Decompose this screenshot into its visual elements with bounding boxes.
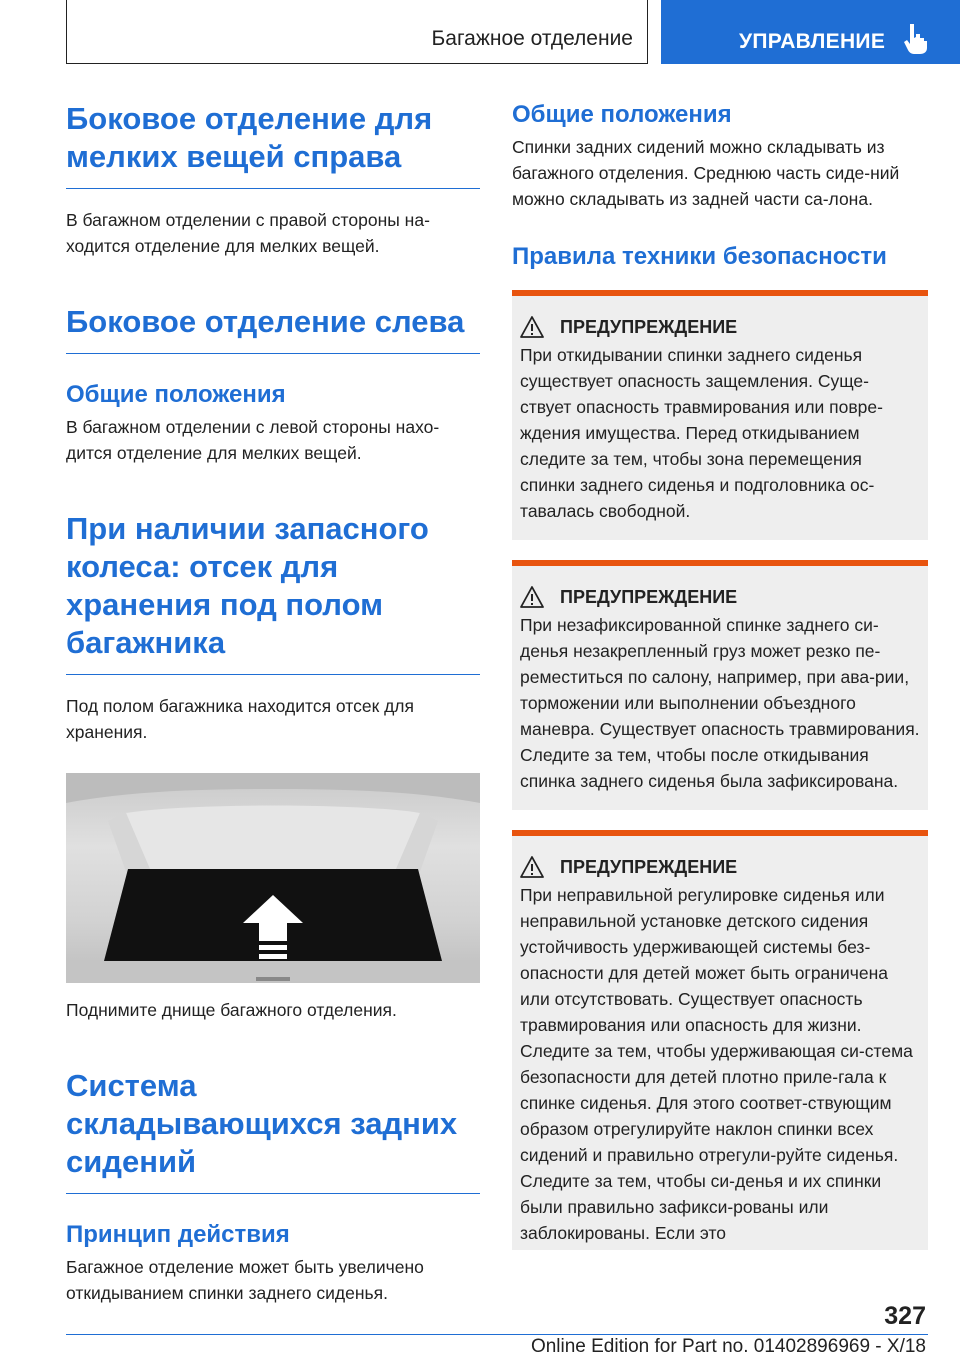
body-text: Под полом багажника находится отсек для хранения. bbox=[66, 696, 414, 742]
warning-text: При неправильной регулировке сиденья или неправильной установке детского сидения устойчивость удерживающей системы без-опасности для детей может быть ограничена или отсутствовать. Существует опасность травмирования или опасность для жизни. Следите за тем, чтобы удерживающая си-стема безопасности для детей плотно приле-гала к спинке сиденья. Для этого соответ-ствующим образом отрегулируйте наклон спинки всех сидений и правильно отрегули-руйте сиденья. Следите за тем, чтобы си-денья и их спинки были правильно зафикси-рованы или заблокированы. Если это bbox=[520, 885, 913, 1243]
warning-triangle-icon bbox=[520, 586, 544, 608]
warning-text: При откидывании спинки заднего сиденья существует опасность защемления. Суще-ствует опасность травмирования или повре-ждения имущества. Перед откидыванием следите за тем, чтобы зона перемещения спинки заднего сиденья и подголовника ос-тавалась свободной. bbox=[520, 345, 883, 521]
warning-header bbox=[520, 586, 920, 608]
warning-label: ПРЕДУПРЕЖДЕНИЕ bbox=[560, 586, 738, 607]
warning-text: При незафиксированной спинке заднего си-денья незакрепленный груз может резко пе-реместиться по салону, например, при ава-рии, торможении или выполнении объездного маневра. Существует опасность травмирования. Следите за тем, чтобы после откидывания спинка заднего сиденья была зафиксирована. bbox=[520, 615, 920, 791]
trunk-illustration bbox=[66, 773, 480, 983]
section-title: УПРАВЛЕНИЕ bbox=[739, 30, 886, 53]
chapter-header bbox=[66, 0, 648, 64]
warning-triangle-icon bbox=[520, 856, 544, 878]
subsection-title: Принцип действия bbox=[66, 1221, 290, 1248]
body-text: Багажное отделение может быть увеличено откидыванием спинки заднего сиденья. bbox=[66, 1257, 424, 1303]
warning-box bbox=[512, 560, 928, 810]
section-title-left-compartment: Боковое отделение слева bbox=[66, 303, 480, 354]
body-text: Спинки задних сидений можно складывать из багажного отделения. Среднюю часть сиде-ний можно складывать из задней части са-лона. bbox=[512, 137, 900, 209]
warning-label: ПРЕДУПРЕЖДЕНИЕ bbox=[560, 316, 738, 337]
right-column bbox=[512, 100, 928, 1250]
warning-box bbox=[512, 830, 928, 1250]
left-column bbox=[66, 100, 480, 1306]
page-number: 327 bbox=[884, 1302, 926, 1330]
section-title-right-compartment: Боковое отделение для мелких вещей справа bbox=[66, 100, 480, 189]
body-text: В багажном отделении с левой стороны нахо-дится отделение для мелких вещей. bbox=[66, 417, 440, 463]
section-header bbox=[661, 0, 960, 64]
edition-note: Online Edition for Part no. 01402896969 - X/18 bbox=[530, 1336, 926, 1357]
trunk-floor-photo bbox=[66, 773, 480, 983]
body-text: В багажном отделении с правой стороны на-ходится отделение для мелких вещей. bbox=[66, 210, 430, 256]
subsection-title: Общие положения bbox=[512, 101, 732, 128]
warning-header bbox=[520, 316, 920, 338]
hand-pointer-icon bbox=[901, 22, 931, 54]
section-title-folding-seats: Система складывающихся задних сидений bbox=[66, 1067, 480, 1194]
warning-label: ПРЕДУПРЕЖДЕНИЕ bbox=[560, 856, 738, 877]
footer-divider bbox=[66, 1334, 928, 1335]
warning-header bbox=[520, 856, 920, 878]
subsection-title-safety: Правила техники безопасности bbox=[512, 243, 887, 270]
warning-triangle-icon bbox=[520, 316, 544, 338]
subsection-title: Общие положения bbox=[66, 381, 286, 408]
warning-box bbox=[512, 290, 928, 540]
section-title-spare-wheel: При наличии запасного колеса: отсек для хранения под полом багажника bbox=[66, 510, 480, 675]
photo-caption: Поднимите днище багажного отделения. bbox=[66, 1000, 397, 1020]
chapter-title: Багажное отделение bbox=[431, 27, 633, 50]
